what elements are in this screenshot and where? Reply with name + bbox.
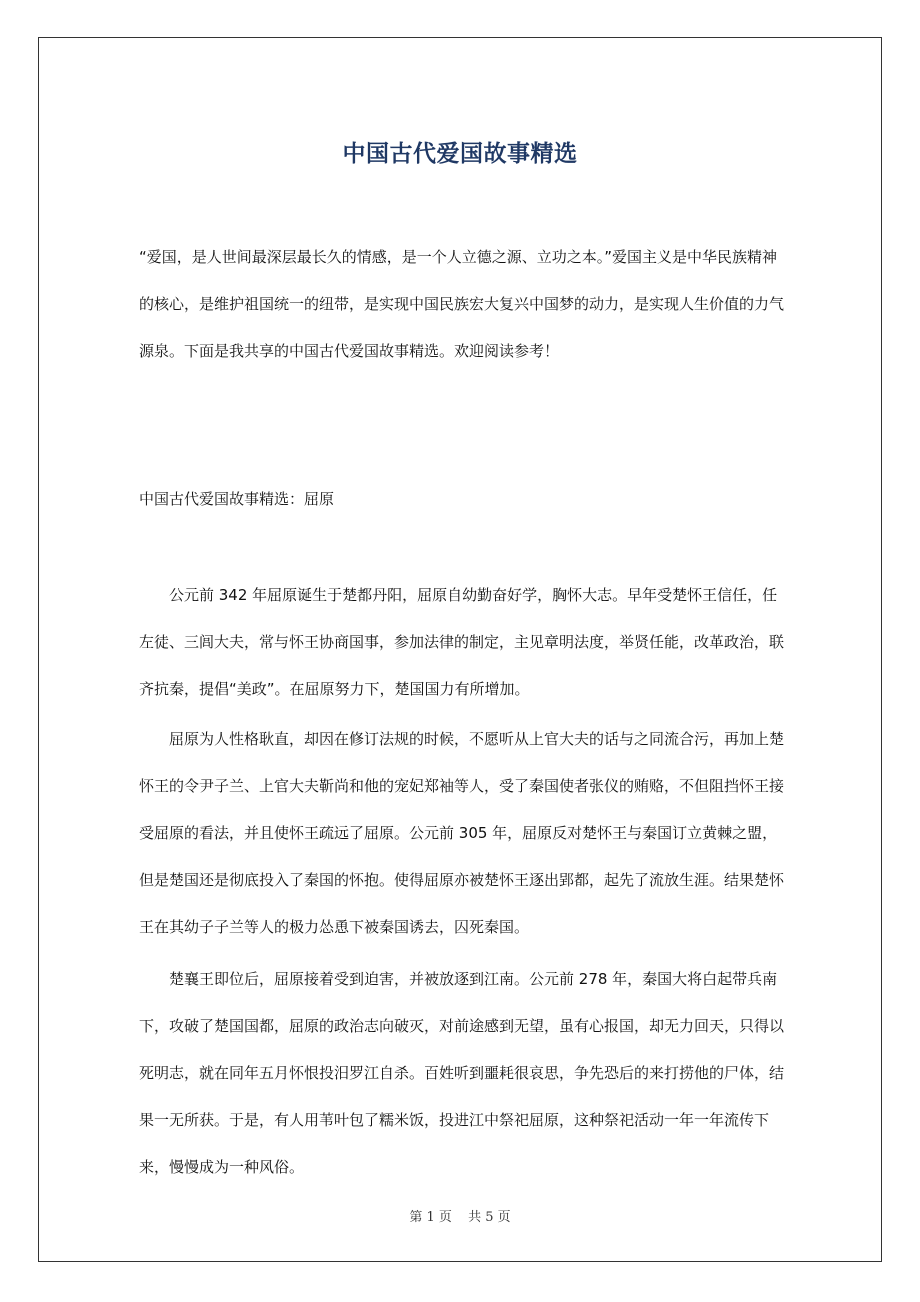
page-footer [0,1206,920,1225]
body-paragraph: 楚襄王即位后，屈原接着受到迫害，并被放逐到江南。公元前 278 年，秦国大将白起带兵南下，攻破了楚国国都，屈原的政治志向破灭，对前途感到无望，虽有心报国，却无力回天，只得以死明志，就在同年五月怀恨投汨罗江自杀。百姓听到噩耗很哀思，争先恐后的来打捞他的尸体，结果一无所获。于是，有人用苇叶包了糯米饭，投进江中祭祀屈原，这种祭祀活动一年一年流传下来，慢慢成为一种风俗。 [139,970,785,1176]
section-heading: 中国古代爱国故事精选：屈原 [139,490,335,508]
body-paragraph: 公元前 342 年屈原诞生于楚都丹阳，屈原自幼勤奋好学，胸怀大志。早年受楚怀王信任，任左徒、三闾大夫，常与怀王协商国事，参加法律的制定，主见章明法度，举贤任能，改革政治，联齐抗秦，提倡“美政”。在屈原努力下，楚国国力有所增加。 [139,586,785,698]
page-number: 第 1 页 [409,1210,452,1225]
document-title: 中国古代爱国故事精选 [342,141,578,168]
body-paragraph: 屈原为人性格耿直，却因在修订法规的时候，不愿听从上官大夫的话与之同流合污，再加上楚怀王的令尹子兰、上官大夫靳尚和他的宠妃郑袖等人，受了秦国使者张仪的贿赂，不但阻挡怀王接受屈原的看法，并且使怀王疏远了屈原。公元前 305 年，屈原反对楚怀王与秦国订立黄棘之盟，但是楚国还是彻底投入了秦国的怀抱。使得屈原亦被楚怀王逐出郢都，起先了流放生涯。结果楚怀王在其幼子子兰等人的极力怂恿下被秦国诱去，囚死秦国。 [139,730,785,936]
intro-paragraph: “爱国，是人世间最深层最长久的情感，是一个人立德之源、立功之本。”爱国主义是中华民族精神的核心，是维护祖国统一的纽带，是实现中国民族宏大复兴中国梦的动力，是实现人生价值的力气源泉。下面是我共享的中国古代爱国故事精选。欢迎阅读参考！ [139,248,785,360]
page-total: 共 5 页 [468,1210,511,1225]
